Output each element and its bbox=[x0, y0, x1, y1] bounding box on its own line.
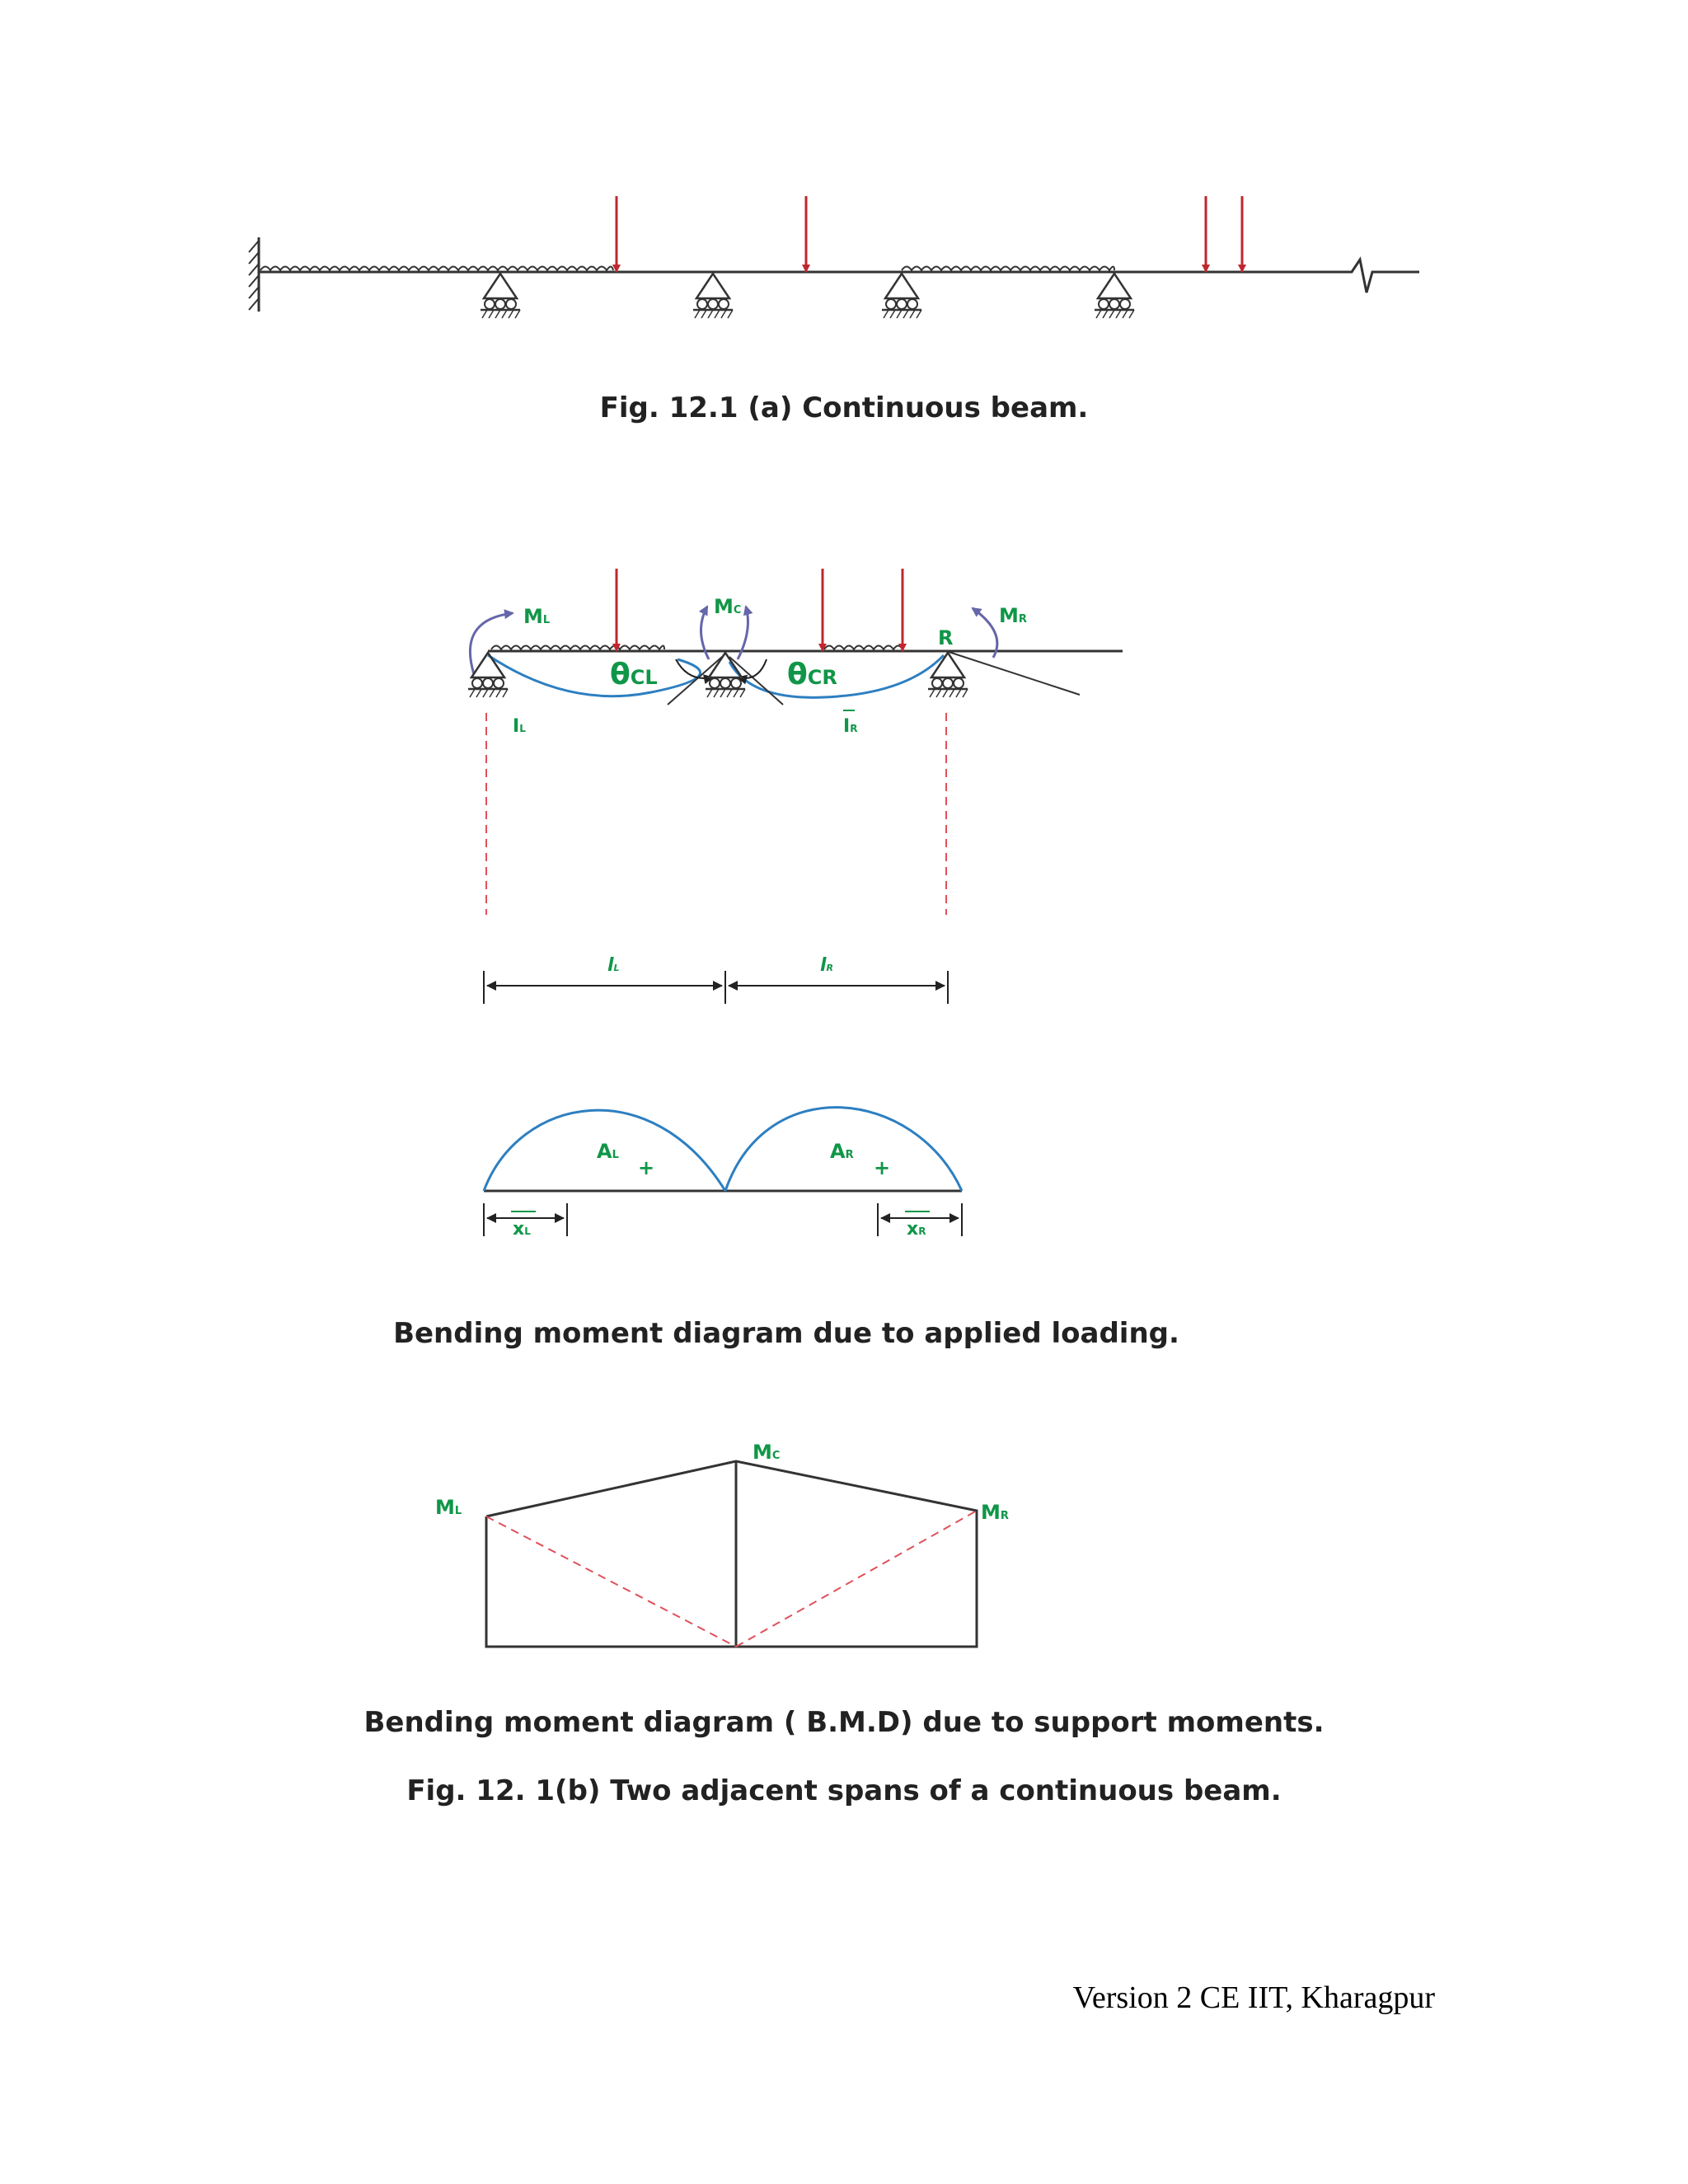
support-roller bbox=[1120, 299, 1130, 309]
support-roller bbox=[932, 678, 942, 688]
support-hatch bbox=[503, 689, 508, 697]
page-footer: Version 2 CE IIT, Kharagpur bbox=[1072, 1980, 1435, 2015]
support-hatch bbox=[956, 689, 961, 697]
support-roller bbox=[472, 678, 482, 688]
support-hatch bbox=[715, 310, 720, 318]
support-roller bbox=[697, 299, 707, 309]
support-hatch bbox=[728, 310, 733, 318]
support-roller bbox=[897, 299, 907, 309]
support-hatch bbox=[708, 310, 713, 318]
support-hatch bbox=[495, 310, 500, 318]
bmd-label-MC: MC bbox=[753, 1441, 781, 1464]
label-MR: MR bbox=[999, 604, 1027, 627]
support-hatch bbox=[515, 310, 520, 318]
support-triangle bbox=[1098, 274, 1131, 298]
distributed-load-1 bbox=[260, 267, 613, 271]
support-hatch bbox=[470, 689, 475, 697]
label-MC: MC bbox=[714, 595, 742, 618]
support-hatch bbox=[740, 689, 745, 697]
support-hatch bbox=[701, 310, 706, 318]
support-hatch bbox=[476, 689, 481, 697]
support-hatch bbox=[714, 689, 719, 697]
support-hatch bbox=[734, 689, 738, 697]
distributed-load-2 bbox=[902, 267, 1114, 271]
label-AL: AL bbox=[597, 1140, 619, 1163]
support-hatch bbox=[496, 689, 501, 697]
roller-support-center bbox=[706, 653, 745, 697]
support-hatch bbox=[903, 310, 908, 318]
centroid-plus-right: + bbox=[874, 1156, 891, 1179]
support-hatch bbox=[720, 689, 725, 697]
bmd-applied-loading bbox=[484, 1108, 962, 1240]
label-R: R bbox=[938, 626, 954, 649]
support-hatch bbox=[1123, 310, 1128, 318]
support-hatch bbox=[490, 689, 495, 697]
support-roller bbox=[495, 299, 505, 309]
support-roller bbox=[1109, 299, 1119, 309]
label-IL: IL bbox=[513, 716, 526, 737]
bmd-support-outline bbox=[486, 1461, 977, 1647]
two-span-figure bbox=[468, 569, 1123, 1004]
distributed-load-right bbox=[824, 646, 903, 650]
support-hatch bbox=[890, 310, 895, 318]
support-hatch bbox=[509, 310, 513, 318]
support-hatch bbox=[917, 310, 921, 318]
support-hatch bbox=[1129, 310, 1134, 318]
support-hatch bbox=[1103, 310, 1108, 318]
support-roller bbox=[731, 678, 741, 688]
label-IR: IR bbox=[843, 716, 858, 737]
support-hatch bbox=[1109, 310, 1114, 318]
support-hatch bbox=[721, 310, 726, 318]
support-hatch bbox=[727, 689, 732, 697]
beam-break-symbol bbox=[1335, 260, 1419, 293]
support-triangle bbox=[885, 274, 918, 298]
label-span-lL: lL bbox=[607, 955, 620, 976]
support-hatch bbox=[489, 310, 494, 318]
roller-support bbox=[1095, 274, 1134, 318]
label-theta-CL: θCL bbox=[610, 658, 658, 691]
support-hatch bbox=[930, 689, 935, 697]
label-ML: ML bbox=[523, 605, 551, 628]
label-theta-CR: θCR bbox=[787, 658, 837, 691]
support-triangle bbox=[931, 653, 964, 677]
roller-support bbox=[882, 274, 921, 318]
label-xL: xL bbox=[513, 1219, 531, 1240]
roller-support bbox=[481, 274, 520, 318]
support-hatch bbox=[963, 689, 968, 697]
tangent-line-right bbox=[729, 657, 783, 705]
support-roller bbox=[720, 678, 730, 688]
moment-arrow-left bbox=[470, 613, 513, 674]
roller-support-right bbox=[928, 653, 968, 697]
roller-support-left bbox=[468, 653, 508, 697]
support-hatch bbox=[936, 689, 941, 697]
support-hatch bbox=[1096, 310, 1101, 318]
caption-bmd-support: Bending moment diagram ( B.M.D) due to support moments. bbox=[363, 1706, 1325, 1739]
support-hatch bbox=[943, 689, 948, 697]
support-roller bbox=[886, 299, 896, 309]
distributed-load-left bbox=[491, 646, 664, 650]
bmd-label-MR: MR bbox=[981, 1501, 1009, 1524]
support-hatch bbox=[483, 689, 488, 697]
support-roller bbox=[943, 678, 953, 688]
bmd-dashed-right bbox=[736, 1511, 977, 1647]
support-roller bbox=[494, 678, 504, 688]
support-roller bbox=[708, 299, 718, 309]
support-roller bbox=[719, 299, 729, 309]
label-AR: AR bbox=[830, 1140, 854, 1163]
roller-support bbox=[693, 274, 733, 318]
continuous-beam-figure bbox=[249, 196, 1419, 318]
wall-hatching bbox=[249, 241, 259, 310]
support-hatch bbox=[695, 310, 700, 318]
caption-fig-b: Fig. 12. 1(b) Two adjacent spans of a continuous beam. bbox=[406, 1774, 1282, 1807]
support-hatch bbox=[884, 310, 889, 318]
deflected-shape-left bbox=[488, 655, 701, 696]
support-roller bbox=[506, 299, 516, 309]
bmd-support-moments bbox=[435, 1441, 1009, 1647]
tangent-line-left bbox=[668, 657, 722, 705]
caption-bmd-applied: Bending moment diagram due to applied loading. bbox=[393, 1317, 1179, 1350]
support-triangle bbox=[696, 274, 729, 298]
caption-fig-a: Fig. 12.1 (a) Continuous beam. bbox=[599, 391, 1089, 424]
support-roller bbox=[954, 678, 964, 688]
support-hatch bbox=[707, 689, 712, 697]
support-triangle bbox=[484, 274, 517, 298]
support-roller bbox=[485, 299, 495, 309]
support-hatch bbox=[502, 310, 507, 318]
label-xR: xR bbox=[907, 1219, 926, 1240]
label-span-lR: lR bbox=[820, 955, 834, 976]
support-roller bbox=[483, 678, 493, 688]
support-hatch bbox=[910, 310, 915, 318]
support-roller bbox=[907, 299, 917, 309]
support-hatch bbox=[1116, 310, 1121, 318]
centroid-plus-left: + bbox=[638, 1156, 655, 1179]
support-hatch bbox=[897, 310, 902, 318]
support-roller bbox=[710, 678, 720, 688]
support-hatch bbox=[482, 310, 487, 318]
bmd-label-ML: ML bbox=[435, 1496, 462, 1519]
bmd-dashed-left bbox=[486, 1516, 736, 1647]
support-hatch bbox=[950, 689, 954, 697]
support-roller bbox=[1099, 299, 1109, 309]
